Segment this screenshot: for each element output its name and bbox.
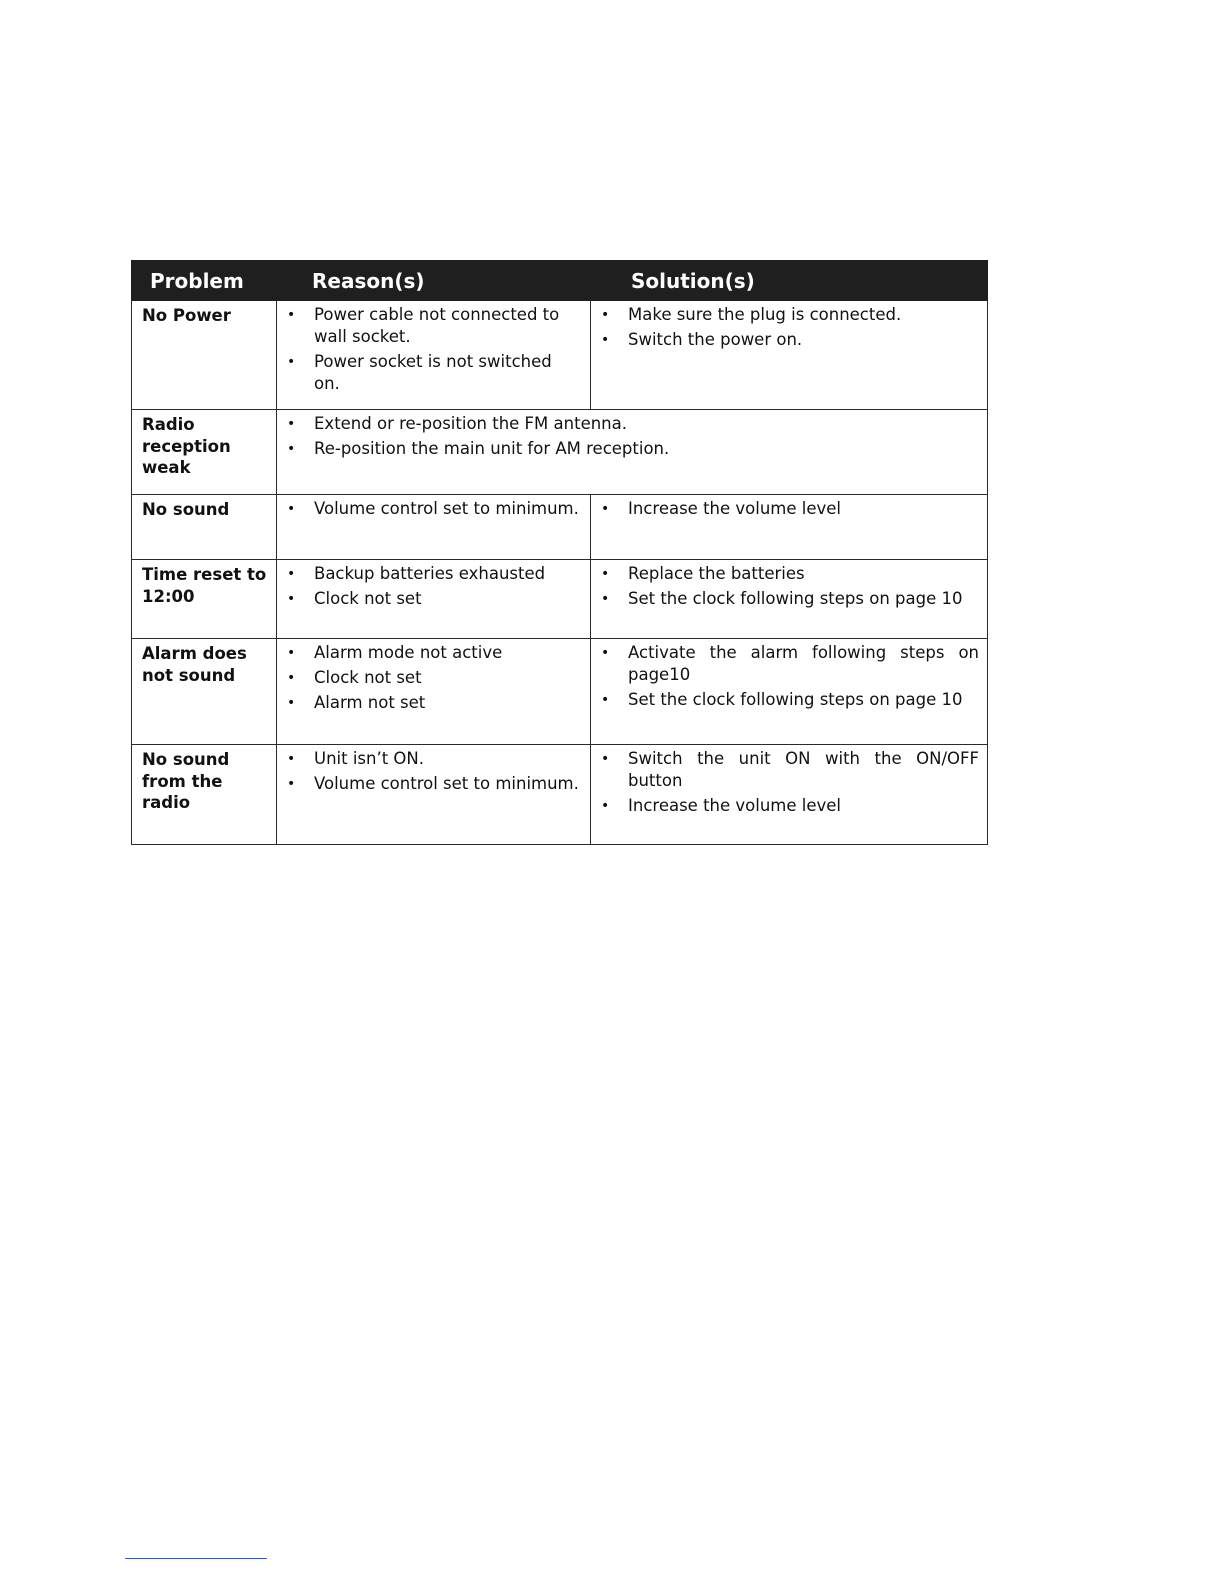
reasons-cell <box>277 639 591 745</box>
reasons-cell <box>277 560 591 639</box>
solutions-cell <box>591 560 988 639</box>
solutions-list <box>591 639 987 711</box>
reasons-cell <box>277 301 591 410</box>
problem-cell: Alarm does not sound <box>132 639 277 745</box>
reasons-cell <box>277 745 591 845</box>
bullet-icon: • <box>601 645 610 661</box>
solutions-cell <box>591 639 988 745</box>
list-item: • Replace the batteries <box>601 564 805 583</box>
table-row <box>132 495 988 560</box>
bullet-icon: • <box>601 332 610 348</box>
merged-cell <box>277 410 988 495</box>
list-item: • Power cable not connected to wall socket. <box>287 305 560 346</box>
solutions-list <box>591 560 987 610</box>
reasons-list <box>277 301 590 395</box>
reasons-list <box>277 560 590 610</box>
bullet-icon: • <box>287 695 296 711</box>
list-item: • Volume control set to minimum. <box>287 499 579 518</box>
bullet-icon: • <box>287 307 296 323</box>
table-row <box>132 410 988 495</box>
merged-list <box>277 410 987 460</box>
table-row <box>132 560 988 639</box>
problem-cell: No sound from the radio <box>132 745 277 845</box>
list-item: • Increase the volume level <box>601 796 842 815</box>
bullet-icon: • <box>601 591 610 607</box>
problem-cell: Radio reception weak <box>132 410 277 495</box>
list-item: • Set the clock following steps on page 10 <box>601 589 963 608</box>
bullet-icon: • <box>287 645 296 661</box>
header-solutions: Solution(s) <box>591 261 988 301</box>
bullet-icon: • <box>287 354 296 370</box>
list-item: • Volume control set to minimum. <box>287 774 579 793</box>
list-item: • Backup batteries exhausted <box>287 564 546 583</box>
list-item: • Clock not set <box>287 589 422 608</box>
reasons-list <box>277 495 590 520</box>
bullet-icon: • <box>601 501 610 517</box>
list-item: • Alarm not set <box>287 693 426 712</box>
table-row <box>132 745 988 845</box>
header-problem: Problem <box>132 261 277 301</box>
list-item: • Unit isn’t ON. <box>287 749 425 768</box>
table-row <box>132 639 988 745</box>
troubleshooting-table <box>131 260 988 845</box>
reasons-cell <box>277 495 591 560</box>
solutions-list <box>591 745 987 817</box>
list-item: • Increase the volume level <box>601 499 842 518</box>
list-item: • Switch the unit ON with the ON/OFF button <box>601 749 979 790</box>
list-item: • Power socket is not switched on. <box>287 352 552 393</box>
reasons-list <box>277 639 590 714</box>
solutions-cell <box>591 301 988 410</box>
problem-cell: No Power <box>132 301 277 410</box>
footnote-divider <box>125 1558 267 1559</box>
header-reasons: Reason(s) <box>277 261 591 301</box>
list-item: • Clock not set <box>287 668 422 687</box>
bullet-icon: • <box>287 751 296 767</box>
solutions-list <box>591 301 987 351</box>
problem-cell: No sound <box>132 495 277 560</box>
bullet-icon: • <box>287 566 296 582</box>
solutions-list <box>591 495 987 520</box>
list-item: • Alarm mode not active <box>287 643 503 662</box>
bullet-icon: • <box>287 416 296 432</box>
table-header-row <box>132 261 988 301</box>
bullet-icon: • <box>287 501 296 517</box>
list-item: • Extend or re-position the FM antenna. <box>287 414 627 433</box>
bullet-icon: • <box>287 591 296 607</box>
bullet-icon: • <box>601 798 610 814</box>
bullet-icon: • <box>287 670 296 686</box>
list-item: • Activate the alarm following steps on page10 <box>601 643 979 684</box>
table-row <box>132 301 988 410</box>
solutions-cell <box>591 745 988 845</box>
list-item: • Switch the power on. <box>601 330 803 349</box>
solutions-cell <box>591 495 988 560</box>
list-item: • Make sure the plug is connected. <box>601 305 902 324</box>
list-item: • Set the clock following steps on page 10 <box>601 690 963 709</box>
bullet-icon: • <box>601 566 610 582</box>
problem-cell: Time reset to 12:00 <box>132 560 277 639</box>
bullet-icon: • <box>287 441 296 457</box>
bullet-icon: • <box>601 692 610 708</box>
bullet-icon: • <box>601 751 610 767</box>
list-item: • Re-position the main unit for AM reception. <box>287 439 670 458</box>
bullet-icon: • <box>601 307 610 323</box>
reasons-list <box>277 745 590 795</box>
bullet-icon: • <box>287 776 296 792</box>
